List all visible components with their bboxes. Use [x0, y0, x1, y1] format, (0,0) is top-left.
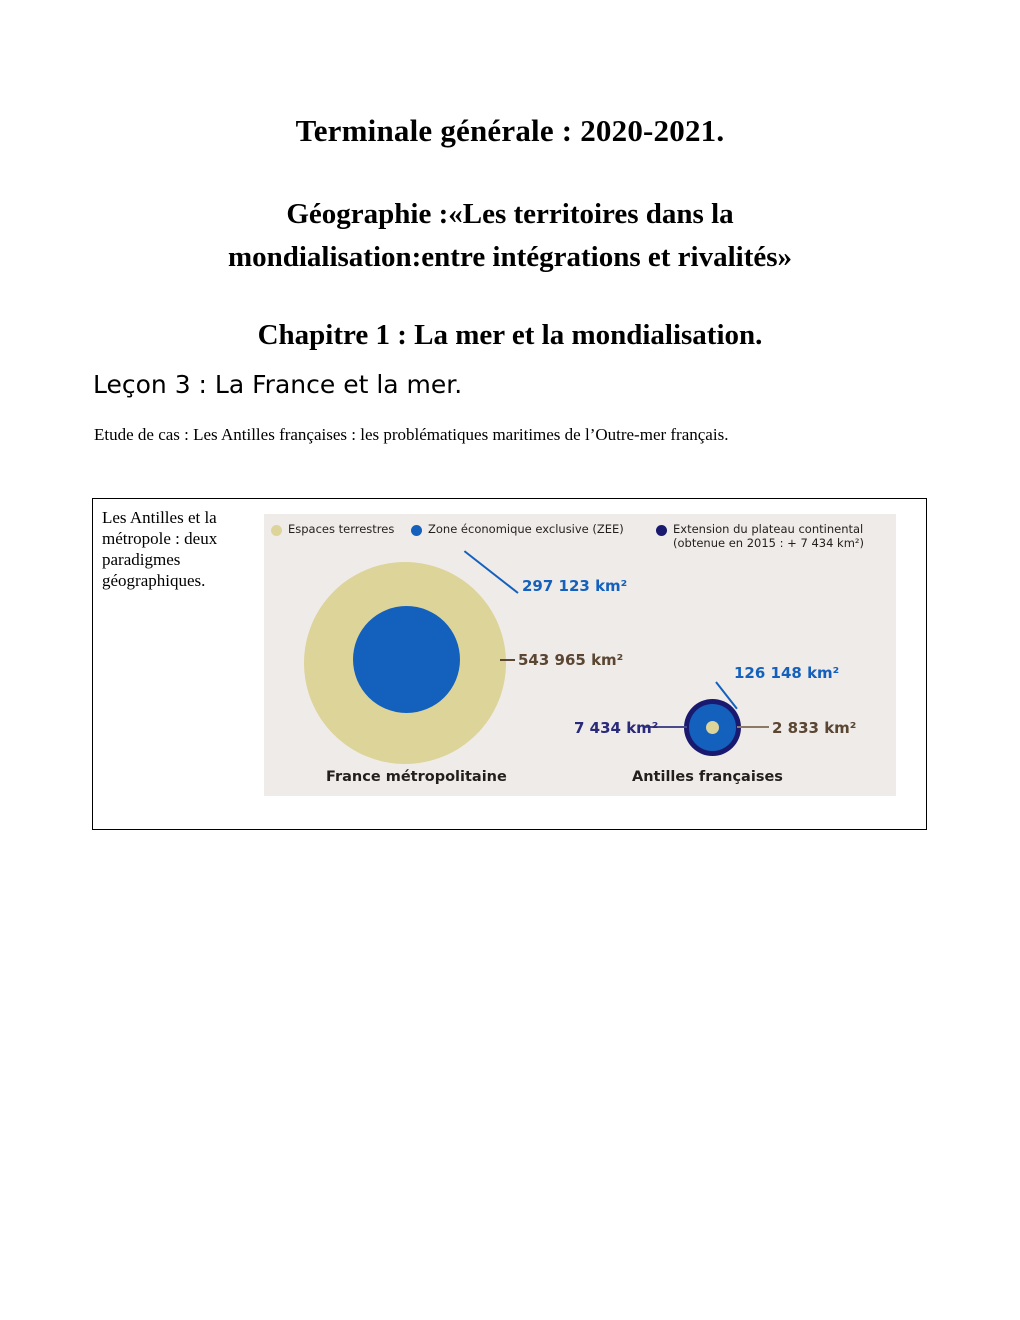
infographic [264, 514, 896, 796]
group-label-france-metropolitaine: France métropolitaine [326, 769, 507, 785]
subject-line-1: Géographie :«Les territoires dans la [286, 198, 734, 230]
leader-line-543 [500, 659, 515, 661]
subject-line-2: mondialisation:entre intégrations et rivalités» [227, 241, 793, 273]
circle-metropole-zee [353, 606, 460, 713]
legend-label: Zone économique exclusive (ZEE) [428, 522, 624, 536]
page-title: Terminale générale : 2020-2021. [295, 113, 725, 148]
subject-heading [90, 193, 930, 279]
legend-item-plateau-continental [656, 522, 864, 550]
legend-label: Espaces terrestres [288, 522, 395, 536]
legend-label [673, 522, 864, 550]
legend-dot-icon [271, 525, 282, 536]
case-study-line: Etude de cas : Les Antilles françaises : les problématiques maritimes de l’Outre-mer français. [94, 425, 729, 444]
legend-item-zee [411, 522, 624, 536]
chart-legend [264, 522, 896, 566]
legend-dot-icon [656, 525, 667, 536]
legend-dot-icon [411, 525, 422, 536]
chapter-heading: Chapitre 1 : La mer et la mondialisation. [257, 319, 763, 351]
value-label-antilles-zee: 126 148 km² [734, 664, 840, 682]
leader-line-2833 [737, 726, 769, 728]
value-label-metropole-zee: 297 123 km² [522, 577, 628, 595]
group-label-antilles-francaises: Antilles françaises [632, 769, 783, 785]
figure-caption: Les Antilles et la métropole : deux paradigmes géographiques. [102, 508, 218, 590]
circle-antilles-espaces-terrestres [706, 721, 719, 734]
value-label-antilles-terrestre: 2 833 km² [772, 719, 857, 737]
legend-item-espaces-terrestres [271, 522, 394, 536]
figure-box [92, 498, 927, 830]
legend-label-sub: (obtenue en 2015 : + 7 434 km²) [673, 536, 865, 550]
lesson-heading: Leçon 3 : La France et la mer. [93, 370, 463, 399]
legend-label-main: Extension du plateau continental [673, 522, 864, 536]
value-label-antilles-plateau: 7 434 km² [574, 719, 659, 737]
value-label-metropole-terrestre: 543 965 km² [518, 651, 624, 669]
